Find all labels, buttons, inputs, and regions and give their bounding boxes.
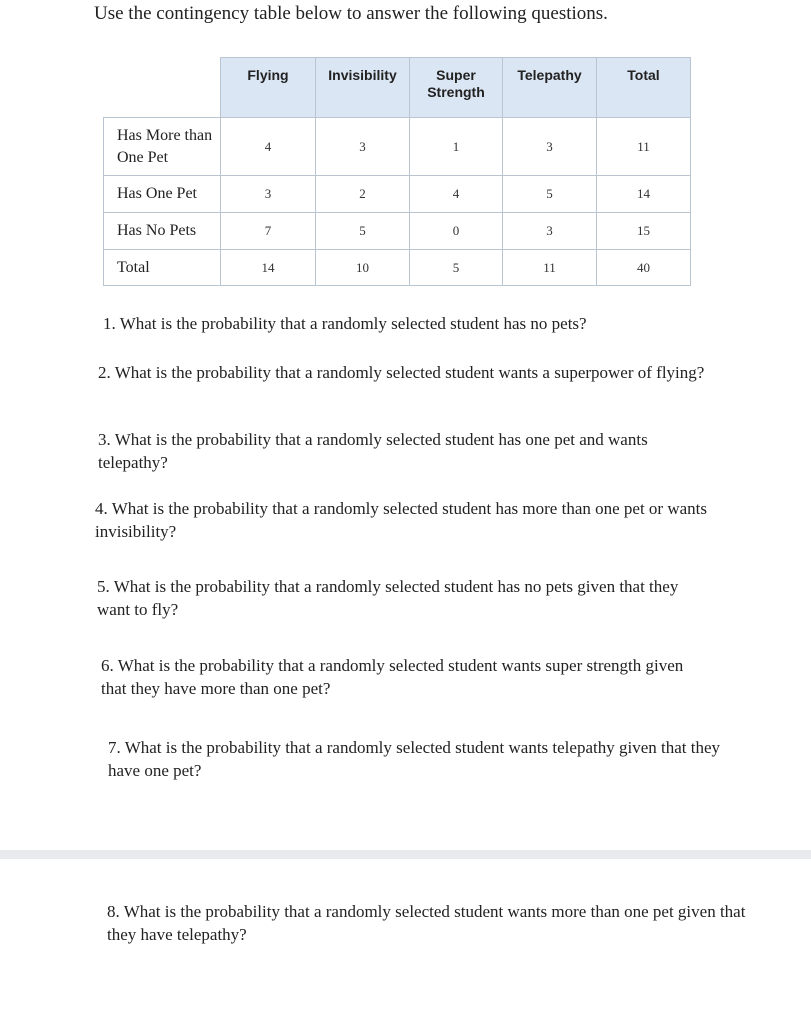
question-3: 3. What is the probability that a randomly selected student has one pet and wants telepathy? [98,430,648,472]
table-cell: 40 [597,250,691,286]
table-cell: 2 [316,176,410,213]
column-header-super-strength: Super Strength [410,58,503,118]
table-cell: 5 [410,250,503,286]
question-8: 8. What is the probability that a randomly selected student wants more than one pet given that they have telepathy? [107,902,746,944]
table-cell: 7 [221,213,316,250]
question-2: 2. What is the probability that a randomly selected student wants a superpower of flying? [98,363,705,382]
table-cell: 3 [503,118,597,176]
column-header-invisibility: Invisibility [316,58,410,118]
table-cell: 3 [316,118,410,176]
row-label-more-than-one-pet: Has More than One Pet [104,118,221,176]
table-cell: 4 [221,118,316,176]
table-cell: 10 [316,250,410,286]
table-cell: 14 [597,176,691,213]
instructions-text: Use the contingency table below to answer the following questions. [94,3,608,24]
question-4: 4. What is the probability that a randomly selected student has more than one pet or wants invisibility? [95,499,707,541]
table-row [104,118,691,176]
table-cell: 3 [503,213,597,250]
table-corner-cell [104,58,221,118]
table-cell: 14 [221,250,316,286]
table-cell: 4 [410,176,503,213]
question-7: 7. What is the probability that a randomly selected student wants telepathy given that they have one pet? [108,738,720,780]
table-cell: 5 [503,176,597,213]
table-cell: 11 [503,250,597,286]
table-row [104,213,691,250]
question-6: 6. What is the probability that a randomly selected student wants super strength given that they have more than one pet? [101,656,684,698]
contingency-table [103,57,691,286]
column-header-total: Total [597,58,691,118]
table-row [104,250,691,286]
table-cell: 1 [410,118,503,176]
page-divider [0,850,811,859]
table-row [104,176,691,213]
table-cell: 11 [597,118,691,176]
question-1: 1. What is the probability that a randomly selected student has no pets? [103,314,587,333]
table-header-row [104,58,691,118]
row-label-no-pets: Has No Pets [104,213,221,250]
question-5: 5. What is the probability that a randomly selected student has no pets given that they want to fly? [97,577,679,619]
table-cell: 3 [221,176,316,213]
row-label-total: Total [104,250,221,286]
column-header-flying: Flying [221,58,316,118]
table-cell: 5 [316,213,410,250]
table-cell: 0 [410,213,503,250]
table-cell: 15 [597,213,691,250]
column-header-telepathy: Telepathy [503,58,597,118]
row-label-one-pet: Has One Pet [104,176,221,213]
